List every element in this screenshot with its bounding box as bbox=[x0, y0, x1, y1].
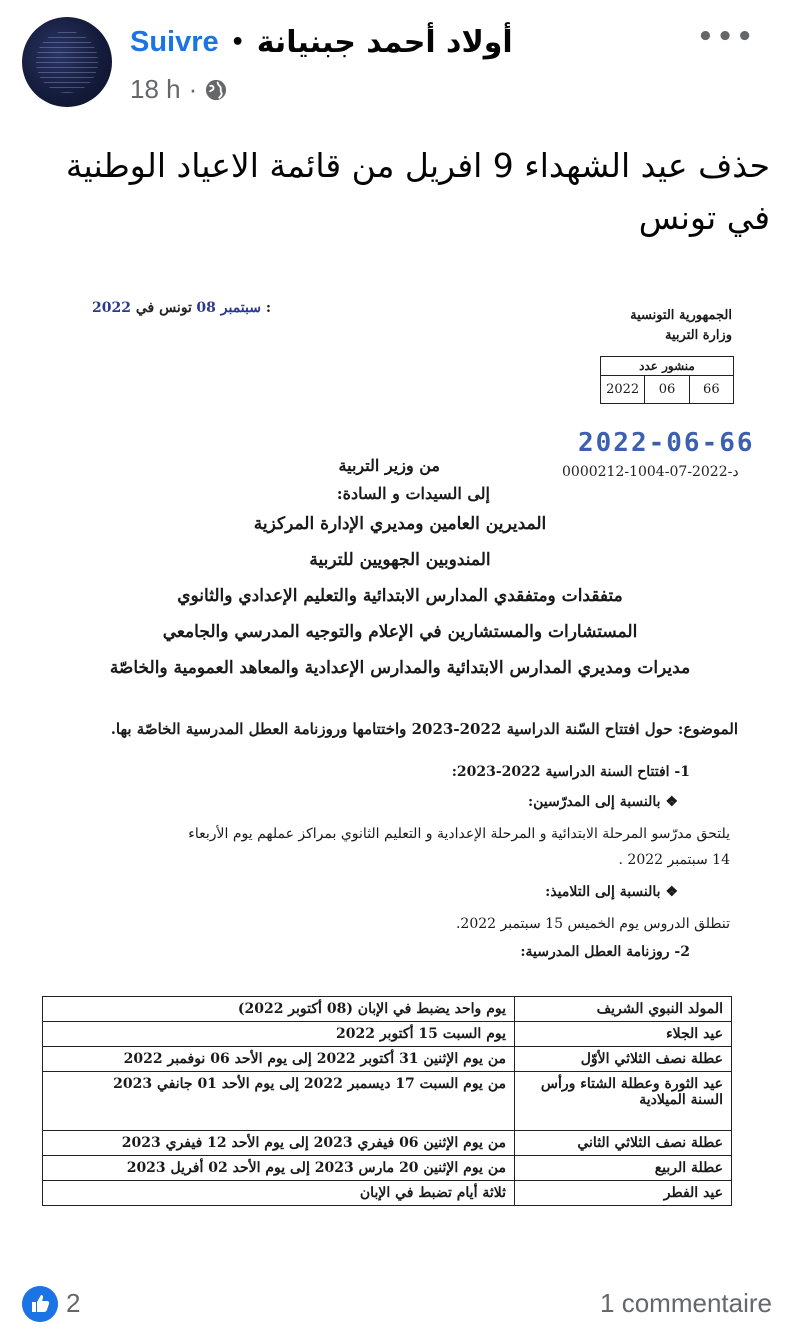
separator-dot: • bbox=[230, 29, 245, 55]
avatar[interactable] bbox=[22, 17, 112, 107]
holiday-date: يوم واحد يضبط في الإبان (08 أكتوبر 2022) bbox=[43, 997, 515, 1022]
table-row bbox=[43, 1047, 732, 1072]
recipient-line: المستشارات والمستشارين في الإعلام والتوجيه المدرسي والجامعي bbox=[162, 622, 638, 642]
circular-year: 2022 bbox=[601, 376, 645, 403]
section-heading-2: 2- روزنامة العطل المدرسية: bbox=[520, 944, 690, 960]
post-caption: حذف عيد الشهداء 9 افريل من قائمة الاعياد الوطنية في تونس bbox=[65, 146, 770, 237]
like-count[interactable]: 2 bbox=[66, 1288, 81, 1318]
reactions-bar bbox=[0, 1282, 800, 1326]
teachers-heading: ❖ بالنسبة إلى المدرّسين: bbox=[527, 794, 678, 810]
teachers-text: يلتحق مدرّسو المرحلة الابتدائية و المرحلة الإعدادية و التعليم الثانوي بمراكز عملهم يوم الأربعاء bbox=[188, 826, 730, 842]
table-row bbox=[43, 1131, 732, 1156]
pupils-text: تنطلق الدروس يوم الخميس 15 سبتمبر 2022. bbox=[455, 916, 730, 932]
holiday-date: من يوم السبت 17 ديسمبر 2022 إلى يوم الأحد 01 جانفي 2023 bbox=[43, 1072, 515, 1131]
circular-number-box bbox=[600, 356, 734, 404]
holiday-date: من يوم الإثنين 20 مارس 2023 إلى يوم الأحد 02 أفريل 2023 bbox=[43, 1156, 515, 1181]
recipient-line: مديرات ومديري المدارس الابتدائية والمدارس الإعدادية والمعاهد العمومية والخاصّة bbox=[109, 658, 691, 678]
author-name[interactable]: أولاد أحمد جبنيانة bbox=[256, 24, 513, 60]
table-row bbox=[43, 1022, 732, 1047]
table-row bbox=[43, 1072, 732, 1131]
circular-number: 66 bbox=[703, 382, 720, 397]
post-time[interactable]: 18 h bbox=[130, 74, 181, 104]
holiday-date: يوم السبت 15 أكتوبر 2022 bbox=[43, 1022, 515, 1047]
holiday-name: عطلة نصف الثلاثي الثاني bbox=[515, 1131, 732, 1156]
comment-count[interactable]: 1 commentaire bbox=[600, 1288, 772, 1318]
subject-line: الموضوع: حول افتتاح السّنة الدراسية 2022-2023 واختتامها وروزنامة العطل المدرسية الخاصّة بها. bbox=[110, 720, 738, 738]
holiday-name: المولد النبوي الشريف bbox=[515, 997, 732, 1022]
meta-separator: · bbox=[188, 74, 198, 104]
holiday-date: من يوم الإثنين 31 أكتوبر 2022 إلى يوم الأحد 06 نوفمبر 2022 bbox=[43, 1047, 515, 1072]
addressee-line: إلى السيدات و السادة: bbox=[336, 484, 490, 503]
follow-button[interactable]: Suivre bbox=[130, 25, 219, 58]
circular-month: 06 bbox=[645, 376, 689, 403]
recipient-line: المندوبين الجهويين للتربية bbox=[309, 550, 491, 570]
document-image[interactable] bbox=[0, 278, 800, 1278]
holiday-date: ثلاثة أيام تضبط في الإبان bbox=[43, 1181, 515, 1206]
circular-label: منشور عدد bbox=[601, 357, 733, 376]
table-row bbox=[43, 1156, 732, 1181]
issuer-block bbox=[630, 306, 732, 346]
globe-icon bbox=[205, 79, 227, 101]
avatar-image bbox=[36, 31, 98, 93]
holiday-date: من يوم الإثنين 06 فيفري 2023 إلى يوم الأحد 12 فيفري 2023 bbox=[43, 1131, 515, 1156]
post-meta bbox=[130, 74, 227, 105]
stamp-number: 2022-06-66 bbox=[578, 428, 755, 458]
more-options-icon[interactable]: ••• bbox=[697, 22, 756, 52]
date-stamp: 2022 سبتمبر 08 bbox=[92, 300, 261, 316]
like-icon[interactable] bbox=[22, 1286, 58, 1322]
table-row bbox=[43, 997, 732, 1022]
pupils-heading: ❖ بالنسبة إلى التلاميذ: bbox=[545, 884, 678, 900]
holiday-name: عطلة نصف الثلاثي الأوّل bbox=[515, 1047, 732, 1072]
recipient-line: المديرين العامين ومديري الإدارة المركزية bbox=[253, 514, 547, 534]
holidays-table bbox=[42, 996, 732, 1206]
holiday-name: عيد الثورة وعطلة الشتاء ورأس السنة الميلادية bbox=[515, 1072, 732, 1131]
sender-line: من وزير التربية bbox=[338, 456, 440, 475]
section-heading-1: 1- افتتاح السنة الدراسية 2022-2023: bbox=[451, 764, 690, 780]
teachers-text-cont: 14 سبتمبر 2022 . bbox=[618, 852, 730, 868]
holiday-name: عطلة الربيع bbox=[515, 1156, 732, 1181]
holiday-name: عيد الجلاء bbox=[515, 1022, 732, 1047]
republic-name: الجمهورية التونسية bbox=[630, 308, 732, 323]
holiday-name: عيد الفطر bbox=[515, 1181, 732, 1206]
ministry-name: وزارة التربية bbox=[665, 328, 732, 343]
post-header bbox=[130, 22, 513, 62]
recipient-line: متفقدات ومتفقدي المدارس الابتدائية والتعليم الإعدادي والثانوي bbox=[177, 586, 623, 606]
document-date bbox=[92, 300, 271, 316]
date-place: تونس في : bbox=[135, 300, 272, 316]
table-row bbox=[43, 1181, 732, 1206]
reference-number: 0000212-1004-07-2022-د bbox=[562, 464, 739, 480]
